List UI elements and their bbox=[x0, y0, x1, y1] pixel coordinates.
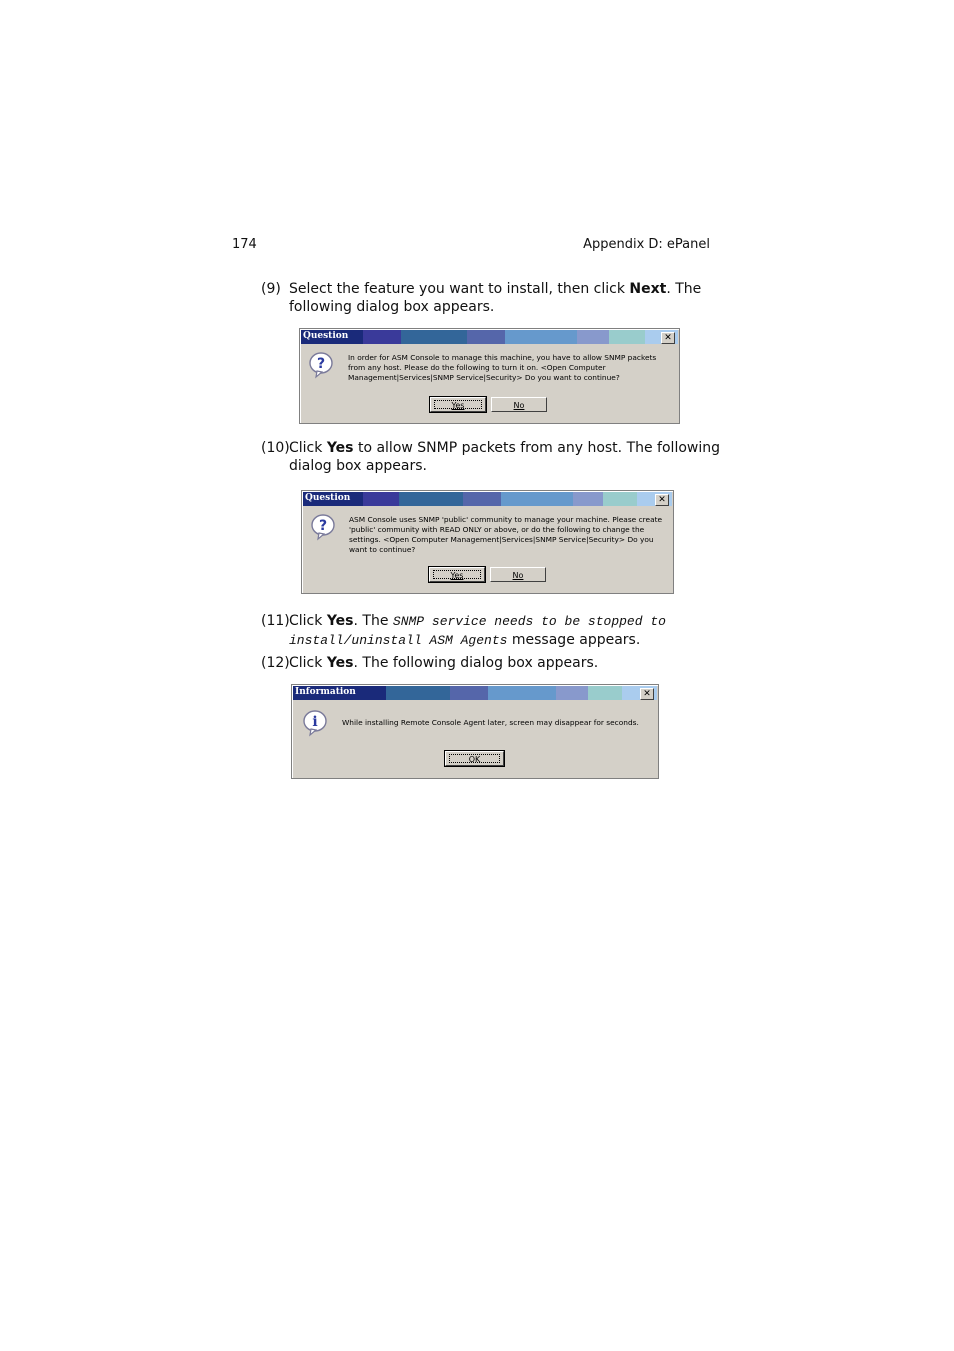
title-bar bbox=[303, 492, 672, 506]
no-button[interactable]: No bbox=[491, 397, 547, 412]
question-icon bbox=[308, 351, 334, 379]
dialog-message: In order for ASM Console to manage this machine, you have to allow SNMP packets from any host. Please do the following to turn it on. <Open Computer Management|Services|SNMP Service|Security> Do you want to continue? bbox=[348, 353, 657, 382]
question-icon bbox=[310, 513, 336, 541]
section-title: Appendix D: ePanel bbox=[583, 237, 710, 252]
step-text: Click Yes to allow SNMP packets from any host. The following dialog box appears. bbox=[289, 440, 720, 474]
dialog-title: Question bbox=[303, 331, 349, 341]
ok-button[interactable]: OK bbox=[445, 751, 504, 766]
no-button[interactable]: No bbox=[490, 567, 546, 582]
question-dialog-2 bbox=[301, 490, 674, 594]
step-text: Select the feature you want to install, then click Next. The following dialog box appears. bbox=[289, 281, 702, 315]
question-dialog-1 bbox=[299, 328, 680, 424]
step-12 bbox=[261, 654, 721, 672]
dialog-title: Information bbox=[295, 687, 356, 697]
close-button[interactable]: ✕ bbox=[661, 332, 675, 344]
title-bar bbox=[301, 330, 678, 344]
info-icon bbox=[302, 709, 328, 737]
yes-button[interactable]: Yes bbox=[430, 397, 486, 412]
step-number: (9) bbox=[261, 281, 281, 297]
step-11 bbox=[261, 612, 721, 650]
dialog-message: While installing Remote Console Agent later, screen may disappear for seconds. bbox=[342, 718, 639, 727]
page-number: 174 bbox=[232, 237, 257, 252]
dialog-title: Question bbox=[305, 493, 351, 503]
step-10 bbox=[261, 439, 721, 475]
svg-text:?: ? bbox=[318, 518, 328, 534]
step-text: Click Yes. The following dialog box appears. bbox=[289, 655, 599, 671]
svg-text:i: i bbox=[312, 714, 318, 730]
step-number: (11) bbox=[261, 613, 290, 629]
yes-button[interactable]: Yes bbox=[429, 567, 485, 582]
dialog-message: ASM Console uses SNMP 'public' community to manage your machine. Please create 'public' community with READ ONLY or above, or do the following to change the settings. <Open Computer Management|Services|SNMP Service|Security> Do you want to continue? bbox=[349, 515, 663, 554]
step-number: (12) bbox=[261, 655, 290, 671]
close-button[interactable]: ✕ bbox=[655, 494, 669, 506]
close-button[interactable]: ✕ bbox=[640, 688, 654, 700]
title-bar bbox=[293, 686, 657, 700]
step-text: Click Yes. The SNMP service needs to be stopped to install/uninstall ASM Agents message appears. bbox=[289, 613, 666, 648]
step-9 bbox=[261, 280, 721, 316]
step-number: (10) bbox=[261, 440, 290, 456]
svg-text:?: ? bbox=[316, 356, 326, 372]
information-dialog bbox=[291, 684, 659, 779]
